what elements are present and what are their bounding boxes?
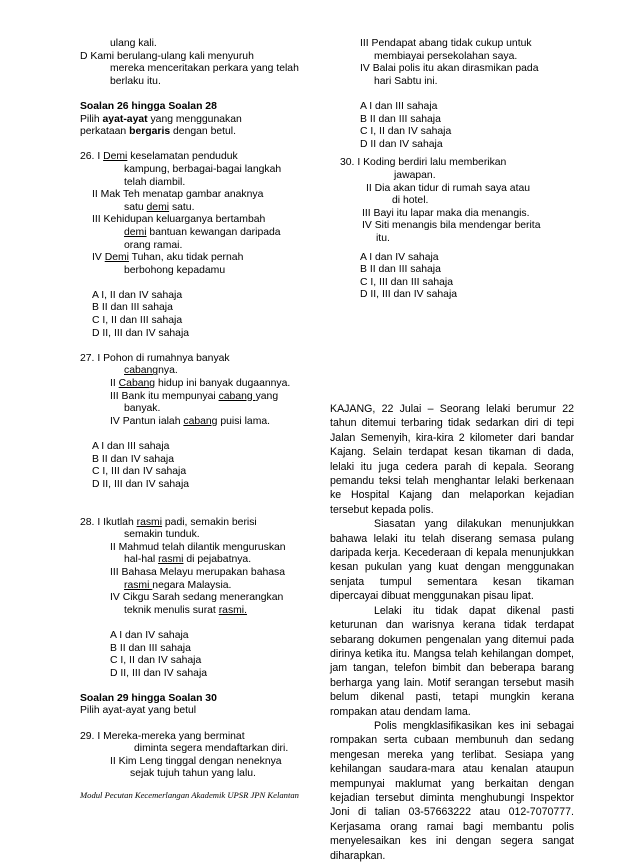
q28-statement-ii-line-2: hal-hal rasmi di pejabatnya. <box>124 554 252 566</box>
q28-option-d[interactable]: D II, III dan IV sahaja <box>110 667 208 679</box>
q28-statement-ii: II Mahmud telah dilantik menguruskan <box>110 541 286 553</box>
q29-option-b[interactable]: B II dan III sahaja <box>360 113 441 125</box>
q27-option-a[interactable]: A I dan III sahaja <box>92 441 170 452</box>
q27-statement-ii: II Cabang hidup ini banyak dugaannya. <box>110 378 291 390</box>
q26-statement-iv: IV Demi Tuhan, aku tidak pernah <box>92 252 244 264</box>
article-paragraph-2: Siasatan yang dilakukan menunjukkan bahawa lelaki itu telah diserang semasa pulang daripada kerja. Kecederaan di kepala menunjukkan kesan pukulan yang kuat dengan menggunakan senjata tumpul sementara kesan tikaman dipercayai dibuat menggunakan pisau lipat. <box>330 518 574 603</box>
prev-option-d-line-3: berlaku itu. <box>110 75 161 87</box>
q29-statement-iv: IV Balai polis itu akan dirasmikan pada <box>360 63 539 75</box>
q30-option-c[interactable]: C I, III dan III sahaja <box>360 276 453 288</box>
question-30 <box>330 157 574 302</box>
q27-option-c[interactable]: C I, III dan IV sahaja <box>92 466 187 478</box>
q26-statement-i: 26. I Demi keselamatan penduduk <box>80 151 238 163</box>
q27-option-b[interactable]: B II dan IV sahaja <box>92 453 175 465</box>
q30-statement-ii: II Dia akan tidur di rumah saya atau <box>366 182 531 194</box>
q26-statement-iii-line-2: demi bantuan kewangan daripada <box>124 226 281 238</box>
q26-statement-iv-line-2: berbohong kepadamu <box>124 264 226 276</box>
question-27 <box>80 353 306 492</box>
q26-option-b[interactable]: B II dan III sahaja <box>92 302 173 314</box>
q27-statement-i-line-2: cabangnya. <box>124 365 178 377</box>
section-title-29-30: Soalan 29 hingga Soalan 30 <box>80 692 217 704</box>
q29-statement-iii: III Pendapat abang tidak cukup untuk <box>360 38 532 49</box>
q30-statement-iii: III Bayi itu lapar maka dia menangis. <box>362 207 530 219</box>
q27-option-d[interactable]: D II, III dan IV sahaja <box>92 478 190 490</box>
q29-statement-iv-line-2: hari Sabtu ini. <box>374 75 438 87</box>
question-29-continued <box>330 38 574 151</box>
q28-statement-iii: III Bahasa Melayu merupakan bahasa <box>110 566 286 578</box>
q27-statement-i: 27. I Pohon di rumahnya banyak <box>80 352 230 364</box>
q28-statement-iv: IV Cikgu Sarah sedang menerangkan <box>110 592 284 604</box>
q27-statement-iii-line-2: banyak. <box>124 403 161 415</box>
q30-statement-i: 30. I Koding berdiri lalu memberikan <box>340 157 507 169</box>
prev-option-d-line-2: mereka menceritakan perkara yang telah <box>110 63 299 75</box>
prev-tail-line: ulang kali. <box>110 38 157 49</box>
q30-option-a[interactable]: A I dan IV sahaja <box>360 251 439 263</box>
news-article <box>330 402 574 863</box>
q26-statement-iii-line-3: orang ramai. <box>124 239 183 251</box>
question-26 <box>80 151 306 340</box>
q28-statement-iii-line-2: rasmi negara Malaysia. <box>124 579 232 591</box>
q29-statement-i: 29. I Mereka-mereka yang berminat <box>80 730 245 742</box>
article-paragraph-4: Polis mengklasifikasikan kes ini sebagai rompakan serta cubaan membunuh dan sedang mengesan mereka yang terlibat. Sesiapa yang kehilangan saudara-mara atau kenalan ataupun mempunyai maklumat yang berkaitan dengan kejadian tersebut diminta menghubungi Inspektor Joni di talian 03-57663222 atau 012-7070777. Kerjasama orang ramai bagi membantu polis menyelesaikan kes ini dengan segera sangat diharapkan. <box>330 719 574 862</box>
right-column <box>330 38 574 302</box>
q27-statement-iii: III Bank itu mempunyai cabang yang <box>110 390 279 402</box>
q29-statement-i-line-2: diminta segera mendaftarkan diri. <box>134 743 289 755</box>
question-29 <box>80 731 306 781</box>
q26-statement-i-line-2: kampung, berbagai-bagai langkah <box>124 163 282 175</box>
q26-statement-iii: III Kehidupan keluarganya bertambah <box>92 214 266 226</box>
q29-option-c[interactable]: C I, II dan IV sahaja <box>360 126 452 138</box>
q28-option-b[interactable]: B II dan III sahaja <box>110 642 191 654</box>
q30-statement-iv-line-2: itu. <box>376 232 390 244</box>
article-paragraph-3: Lelaki itu tidak dapat dikenal pasti keturunan dan warisnya kerana tidak terdapat sebarang dokumen pengenalan yang ditemui pada dirinya ketika itu. Mangsa telah kehilangan dompet, jam tangan, telefon bimbit dan beberapa barang berharga yang lain. Motif serangan tersebut masih belum dikenal pasti, tetapi mungkin kerana rompakan atau dendam lama. <box>330 604 574 718</box>
prev-option-d-line-1: D Kami berulang-ulang kali menyuruh <box>80 50 254 62</box>
q30-statement-iv: IV Siti menangis bila mendengar berita <box>362 220 541 232</box>
section-instruction-line-2: perkataan bergaris dengan betul. <box>80 126 236 138</box>
q26-statement-ii: II Mak Teh menatap gambar anaknya <box>92 189 264 201</box>
q29-option-d[interactable]: D II dan IV sahaja <box>360 138 443 150</box>
left-column <box>80 38 306 781</box>
section-title-26-28: Soalan 26 hingga Soalan 28 <box>80 100 217 112</box>
q28-option-a[interactable]: A I dan IV sahaja <box>110 629 189 641</box>
q30-option-d[interactable]: D II, III dan IV sahaja <box>360 289 458 301</box>
q28-statement-i: 28. I Ikutlah rasmi padi, semakin berisi <box>80 516 257 528</box>
q30-statement-i-line-2: jawapan. <box>394 169 436 181</box>
q28-option-c[interactable]: C I, II dan IV sahaja <box>110 655 202 667</box>
q29-statement-ii-line-2: sejak tujuh tahun yang lalu. <box>130 768 256 780</box>
q29-statement-iii-line-2: membiayai persekolahan saya. <box>374 50 518 62</box>
q27-statement-iv: IV Pantun ialah cabang puisi lama. <box>110 415 271 427</box>
q26-option-a[interactable]: A I, II dan IV sahaja <box>92 289 183 301</box>
q29-option-a[interactable]: A I dan III sahaja <box>360 100 438 112</box>
q30-statement-ii-line-2: di hotel. <box>392 195 429 207</box>
q26-option-d[interactable]: D II, III dan IV sahaja <box>92 327 190 339</box>
q26-statement-ii-line-2: satu demi satu. <box>124 201 195 213</box>
q26-option-c[interactable]: C I, II dan III sahaja <box>92 315 183 327</box>
section-instruction-29-30: Pilih ayat-ayat yang betul <box>80 705 197 717</box>
q26-statement-i-line-3: telah diambil. <box>124 176 186 188</box>
q30-option-b[interactable]: B II dan III sahaja <box>360 264 441 276</box>
page-footer: Modul Pecutan Kecemerlangan Akademik UPSR JPN Kelantan <box>80 790 299 800</box>
q29-statement-ii: II Kim Leng tinggal dengan neneknya <box>110 755 282 767</box>
q28-statement-i-line-2: semakin tunduk. <box>124 529 200 541</box>
article-paragraph-1: KAJANG, 22 Julai – Seorang lelaki berumur 22 tahun ditemui terbaring tidak sedarkan diri di tepi Jalan Semenyih, kira-kira 2 kilometer dari bandar Kajang. Selain terdapat kesan tikaman di dada, lelaki itu juga cedera parah di kepala. Seorang pemandu teksi telah menghantar lelaki berkenaan ke Hospital Kajang dan melaporkan kejadian tersebut kepada polis. <box>330 403 574 516</box>
section-instruction-line-1: Pilih ayat-ayat yang menggunakan <box>80 113 242 125</box>
q28-statement-iv-line-2: teknik menulis surat rasmi. <box>124 604 248 616</box>
question-28 <box>80 517 306 681</box>
